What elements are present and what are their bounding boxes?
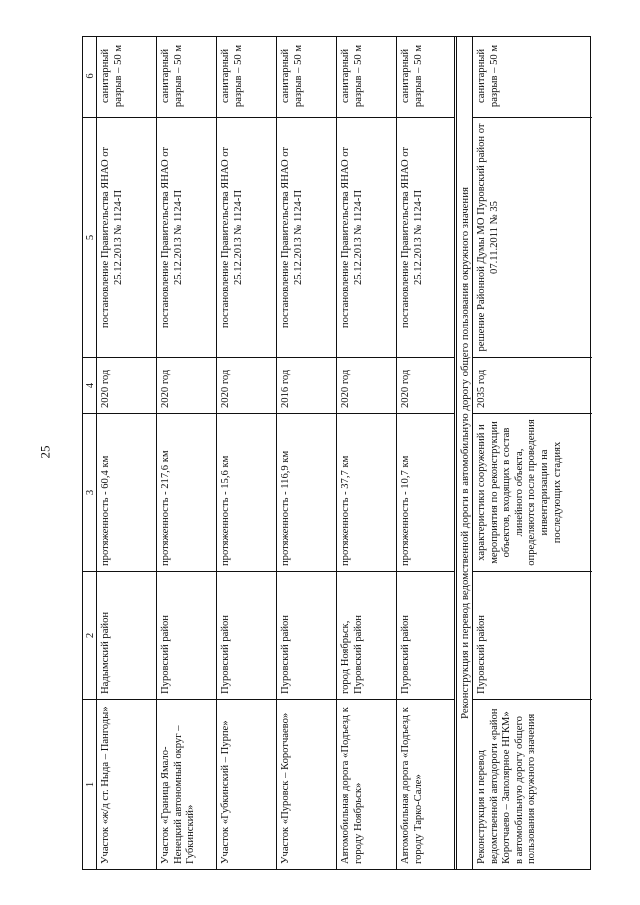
zone-cell: санитарный разрыв – 50 м: [280, 44, 304, 108]
object-name-cell: Участок «Пуровск – Коротчаево»: [277, 699, 336, 869]
location-cell: город Ноябрьск, Пуровский район: [337, 571, 396, 699]
year-cell: 2020 год: [157, 357, 216, 413]
object-name-cell: Автомобильная дорога «Подъезд к городу Ноябрьск»: [337, 699, 396, 869]
header-cell: 3: [83, 413, 96, 571]
table-container: [82, 36, 591, 870]
characteristics-cell: протяженность - 116,9 км: [277, 413, 336, 571]
year-cell: 2020 год: [337, 357, 396, 413]
header-cell: 6: [85, 73, 96, 79]
basis-cell: постановление Правительства ЯНАО от 25.12.2013 № 1124-П: [217, 117, 276, 357]
zone-cell: санитарный разрыв – 50 м: [476, 44, 500, 108]
data-table: [82, 36, 591, 870]
table-row: [397, 37, 457, 869]
section-heading: Реконструкция и перевод ведомственной дороги в автомобильную дорогу общего пользования окружного значения: [458, 37, 473, 869]
year-cell: 2020 год: [397, 357, 454, 413]
characteristics-cell: протяженность - 37,7 км: [337, 413, 396, 571]
location-cell: Пуровский район: [217, 571, 276, 699]
table-row: [157, 37, 217, 869]
basis-cell: постановление Правительства ЯНАО от 25.12.2013 № 1124-П: [277, 117, 336, 357]
basis-cell: постановление Правительства ЯНАО от 25.12.2013 № 1124-П: [157, 117, 216, 357]
zone-cell: санитарный разрыв – 50 м: [400, 44, 424, 108]
object-name-cell: Автомобильная дорога «Подъезд к городу Тарко-Сале»: [397, 699, 454, 869]
table-row: [473, 37, 592, 869]
characteristics-cell: протяженность - 15,6 км: [217, 413, 276, 571]
location-cell: Пуровский район: [157, 571, 216, 699]
year-cell: 2020 год: [217, 357, 276, 413]
object-name-cell: Участок «Губкинский – Пурпе»: [217, 699, 276, 869]
object-name-cell: Участок «Граница Ямало-Ненецкий автономный округ – Губкинский»: [157, 699, 216, 869]
object-name-cell: Реконструкция и перевод ведомственной автодороги «район Коротчаево – Заполярное НГКМ» в автомобильную дорогу общего пользования окружного значения: [473, 699, 592, 869]
basis-cell: решение Районной Думы МО Пуровский район от 07.11.2011 № 35: [473, 117, 592, 357]
year-cell: 2035 год: [473, 357, 592, 413]
page-number: 25: [37, 445, 52, 459]
characteristics-cell: протяженность - 217,6 км: [157, 413, 216, 571]
zone-cell: санитарный разрыв – 50 м: [340, 44, 364, 108]
characteristics-cell: характеристики сооружений и мероприятия по реконструкции объектов, входящих в состав линейного объекта, определяются после проведения инвентаризации на последующих стадиях: [473, 413, 592, 571]
table-row: [217, 37, 277, 869]
zone-cell: санитарный разрыв – 50 м: [160, 44, 184, 108]
year-cell: 2016 год: [277, 357, 336, 413]
header-cell: 1: [83, 699, 96, 869]
header-cell: 4: [83, 357, 96, 413]
year-cell: 2020 год: [97, 357, 156, 413]
header-cell: 5: [83, 117, 96, 357]
location-cell: Надымский район: [97, 571, 156, 699]
basis-cell: постановление Правительства ЯНАО от 25.12.2013 № 1124-П: [397, 117, 454, 357]
header-cell: 2: [83, 571, 96, 699]
table-row: [337, 37, 397, 869]
location-cell: Пуровский район: [277, 571, 336, 699]
basis-cell: постановление Правительства ЯНАО от 25.12.2013 № 1124-П: [97, 117, 156, 357]
table-row: [277, 37, 337, 869]
table-header-row: [83, 37, 97, 869]
table-row: [97, 37, 157, 869]
characteristics-cell: протяженность - 10,7 км: [397, 413, 454, 571]
zone-cell: санитарный разрыв – 50 м: [100, 44, 124, 108]
characteristics-cell: протяженность - 60,4 км: [97, 413, 156, 571]
object-name-cell: Участок «ж/д ст. Ныда – Пангоды»: [97, 699, 156, 869]
zone-cell: санитарный разрыв – 50 м: [220, 44, 244, 108]
basis-cell: постановление Правительства ЯНАО от 25.12.2013 № 1124-П: [337, 117, 396, 357]
location-cell: Пуровский район: [473, 571, 592, 699]
location-cell: Пуровский район: [397, 571, 454, 699]
